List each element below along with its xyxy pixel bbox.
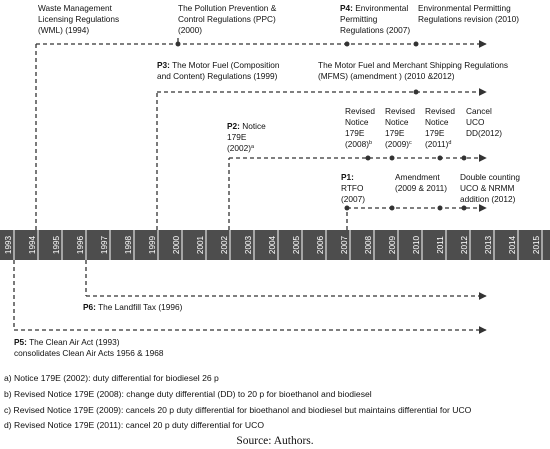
- source-caption: Source: Authors.: [236, 435, 314, 447]
- year-label-1999: 1999: [148, 235, 157, 255]
- p4-label: P4: Environmental Permitting Regulations (2007): [340, 3, 411, 35]
- year-label-2012: 2012: [460, 235, 469, 255]
- p1-label: P1: RTFO (2007): [341, 172, 365, 204]
- year-label-2005: 2005: [292, 235, 301, 255]
- double-counting-dot: [462, 206, 467, 211]
- ppc-dot: [176, 42, 181, 47]
- year-label-2008: 2008: [364, 235, 373, 255]
- year-label-1995: 1995: [52, 235, 61, 255]
- cancel-label: Cancel UCO DD(2012): [466, 106, 502, 138]
- year-label-2009: 2009: [388, 235, 397, 255]
- footnote-b: b) Revised Notice 179E (2008): change duty differential (DD) to 20 p for bioethanol and biodiesel: [4, 389, 372, 399]
- rev2008-dot: [366, 156, 371, 161]
- p3-label: P3: The Motor Fuel (Composition and Content) Regulations (1999): [157, 60, 280, 81]
- rev2009-dot: [390, 156, 395, 161]
- double-counting-label: Double counting UCO & NRMM addition (2012): [460, 172, 520, 204]
- footnote-d: d) Revised Notice 179E (2011): cancel 20 p duty differential for UCO: [4, 420, 265, 430]
- p4-revision-dot: [414, 42, 419, 47]
- rev2011-dot: [438, 156, 443, 161]
- footnote-a: a) Notice 179E (2002): duty differential for biodiesel 26 p: [4, 373, 219, 383]
- rev2009-label: Revised Notice 179E $(2009)^c$: [385, 106, 415, 149]
- year-label-2013: 2013: [484, 235, 493, 255]
- year-label-2011: 2011: [436, 236, 445, 254]
- year-label-1994: 1994: [28, 235, 37, 255]
- p1-dot: [345, 206, 350, 211]
- p5-label: P5: The Clean Air Act (1993) consolidates Clean Air Acts 1956 & 1968: [14, 337, 164, 358]
- year-label-1996: 1996: [76, 235, 85, 255]
- amendment-label: Amendment (2009 & 2011): [395, 172, 447, 193]
- p2-label: P2: Notice 179E $(2002)^a$: [227, 121, 266, 153]
- ppc-label: The Pollution Prevention & Control Regulations (PPC) (2000): [178, 3, 277, 35]
- year-label-2007: 2007: [340, 235, 349, 255]
- wml-label: Waste Management Licensing Regulations (WML) (1994): [38, 3, 120, 35]
- mfms-label: The Motor Fuel and Merchant Shipping Regulations (MFMS) (amendment ) (2010 &2012): [318, 60, 509, 81]
- year-label-2002: 2002: [220, 235, 229, 255]
- p4-dot: [345, 42, 350, 47]
- year-label-2010: 2010: [412, 235, 421, 255]
- amendment-2009-dot: [390, 206, 395, 211]
- year-label-1993: 1993: [4, 235, 13, 255]
- year-label-1997: 1997: [100, 235, 109, 255]
- year-label-2014: 2014: [508, 235, 517, 255]
- amendment-2011-dot: [438, 206, 443, 211]
- p4-revision-label: Environmental Permitting Regulations revision (2010): [418, 3, 520, 24]
- cancel-dot: [462, 156, 467, 161]
- footnote-c: c) Revised Notice 179E (2009): cancels 20 p duty differential for bioethanol and biodiesel but maintains differential for UCO: [4, 405, 472, 415]
- rev2008-label: Revised Notice 179E $(2008)^b$: [345, 106, 375, 149]
- p6-label: P6: The Landfill Tax (1996): [83, 302, 183, 312]
- mfms-dot: [414, 90, 419, 95]
- year-label-2000: 2000: [172, 235, 181, 255]
- year-label-2015: 2015: [532, 235, 541, 255]
- year-label-2001: 2001: [196, 235, 205, 255]
- rev2011-label: Revised Notice 179E $(2011)^d$: [425, 106, 455, 149]
- year-label-2006: 2006: [316, 235, 325, 255]
- year-label-2004: 2004: [268, 235, 277, 255]
- year-label-2003: 2003: [244, 235, 253, 255]
- year-label-1998: 1998: [124, 235, 133, 255]
